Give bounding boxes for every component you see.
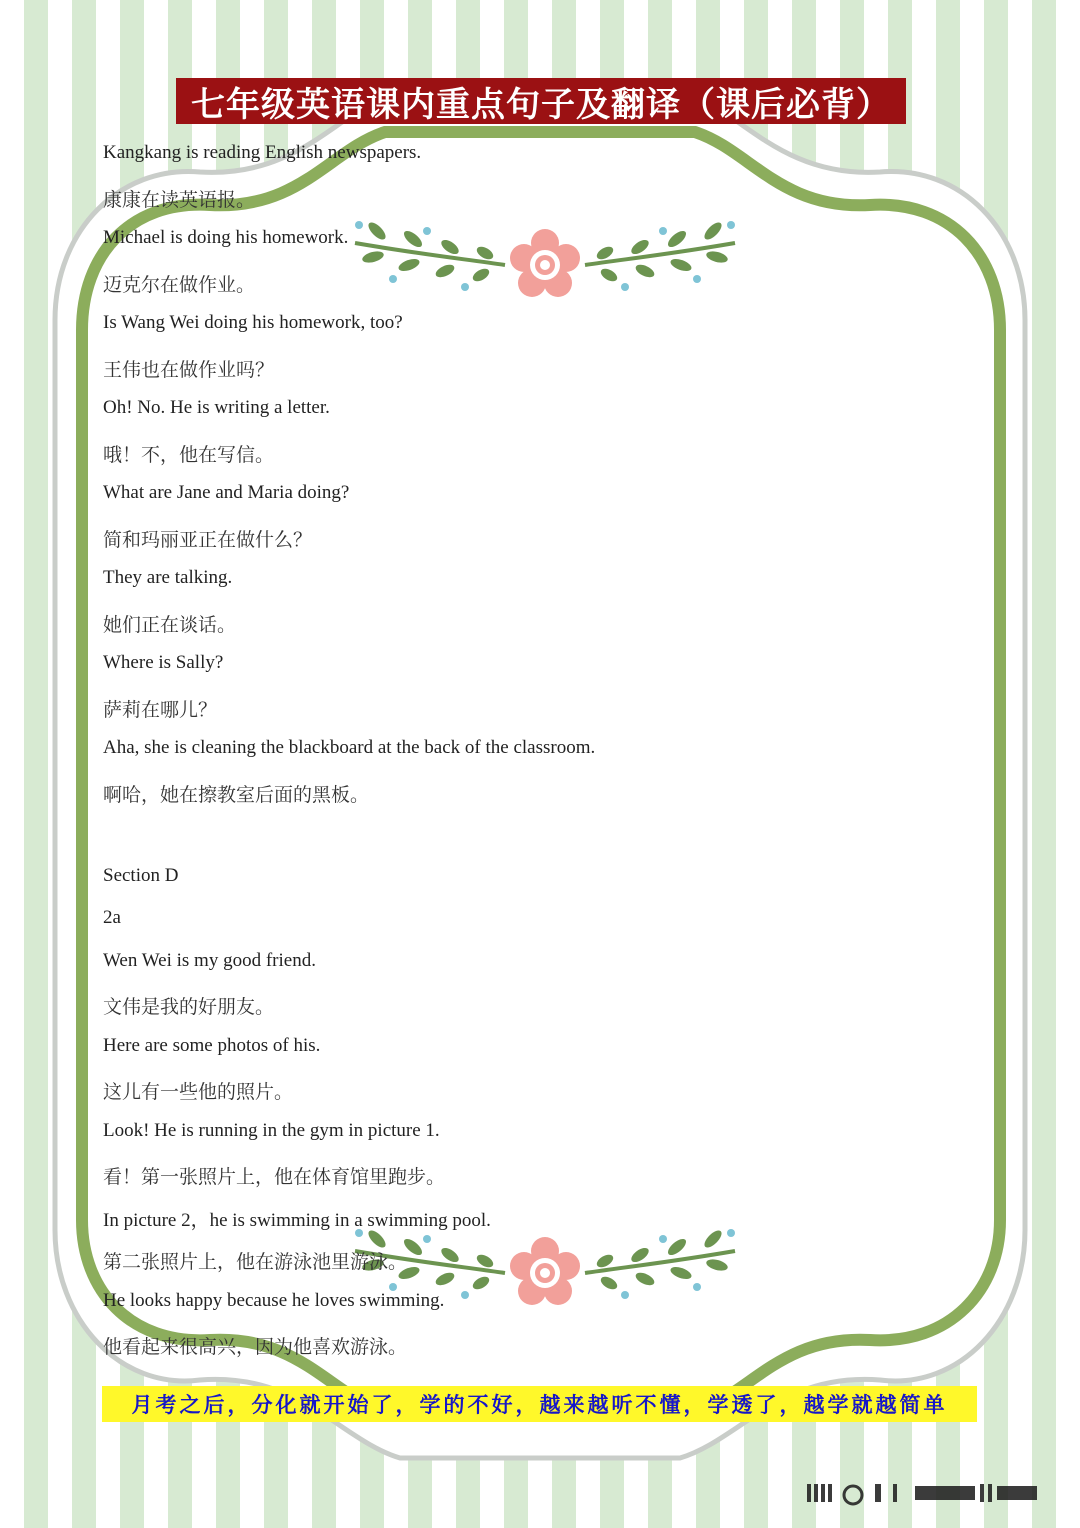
- sentence-line: Here are some photos of his.: [103, 1034, 321, 1056]
- sentence-line: Aha, she is cleaning the blackboard at the back of the classroom.: [103, 737, 596, 758]
- translation-line: 萨莉在哪儿？: [103, 698, 218, 721]
- watermark: [805, 1478, 1065, 1510]
- sentence-line: Section D: [103, 864, 179, 886]
- translation-line: 他看起来很高兴，因为他喜欢游泳。: [103, 1336, 408, 1358]
- page-title: 七年级英语课内重点句子及翻译（课后必背）: [176, 78, 906, 124]
- sentence-line: Kangkang is reading English newspapers.: [103, 142, 422, 163]
- translation-line: 文伟是我的好朋友。: [103, 996, 275, 1018]
- translation-line: 王伟也在做作业吗？: [103, 358, 275, 381]
- translation-line: 看！第一张照片上，他在体育馆里跑步。: [103, 1166, 446, 1188]
- sentence-line: Is Wang Wei doing his homework, too?: [103, 312, 403, 333]
- sentence-line: Wen Wei is my good friend.: [103, 949, 316, 971]
- sentence-line: Where is Sally?: [103, 652, 224, 673]
- sentence-line: Oh! No. He is writing a letter.: [103, 397, 330, 418]
- sentence-line: What are Jane and Maria doing?: [103, 482, 350, 503]
- motivation-banner: 月考之后，分化就开始了，学的不好，越来越听不懂，学透了，越学就越简单: [102, 1386, 977, 1422]
- sentence-line: He looks happy because he loves swimming.: [103, 1289, 445, 1311]
- sentence-line: Look! He is running in the gym in picture 1.: [103, 1119, 440, 1141]
- sentence-line: They are talking.: [103, 567, 233, 588]
- sentence-line: 2a: [103, 907, 121, 928]
- translation-line: 哦！不，他在写信。: [103, 443, 275, 466]
- translation-line: 简和玛丽亚正在做什么？: [103, 528, 313, 551]
- translation-line: 啊哈，她在擦教室后面的黑板。: [103, 783, 370, 806]
- sentence-line: Michael is doing his homework.: [103, 227, 349, 248]
- sentence-line: In picture 2，he is swimming in a swimming pool.: [103, 1209, 491, 1231]
- translation-line: 她们正在谈话。: [103, 613, 237, 636]
- translation-line: 第二张照片上，他在游泳池里游泳。: [103, 1251, 408, 1273]
- translation-line: 迈克尔在做作业。: [103, 273, 256, 296]
- translation-line: 这儿有一些他的照片。: [103, 1081, 294, 1103]
- translation-line: 康康在读英语报。: [103, 188, 256, 211]
